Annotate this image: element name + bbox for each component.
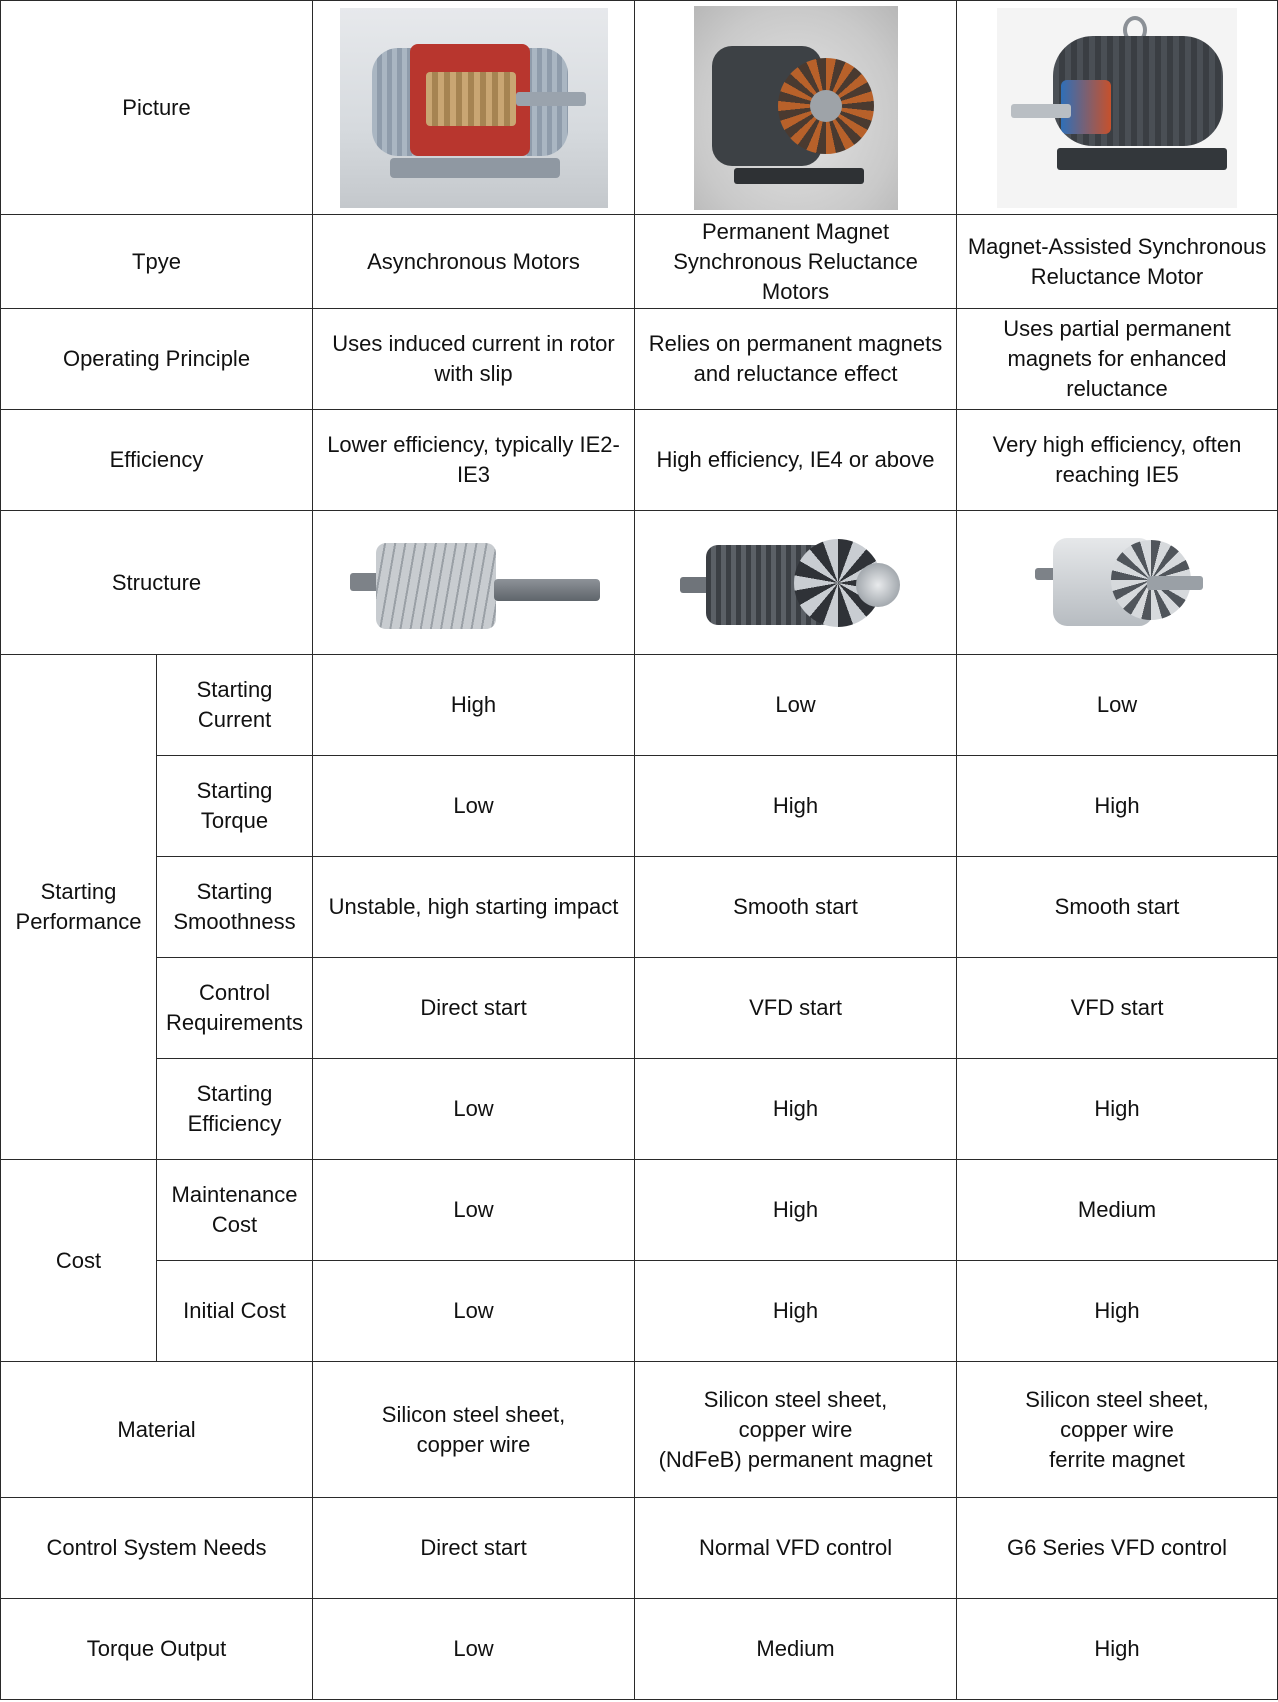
- pm-synchronous-reluctance-motor-image: [694, 6, 898, 210]
- label-starting-efficiency: Starting Efficiency: [157, 1059, 313, 1160]
- type-cell-2: Permanent Magnet Synchronous Reluctance Motors: [635, 215, 957, 309]
- label-maintenance-cost: Maintenance Cost: [157, 1160, 313, 1261]
- label-starting-smoothness: Starting Smoothness: [157, 857, 313, 958]
- label-control-requirements: Control Requirements: [157, 958, 313, 1059]
- row-picture: [1, 1, 1278, 215]
- material-line: Silicon steel sheet,: [1025, 1386, 1209, 1412]
- material-line: copper wire: [416, 1431, 531, 1457]
- starting-smoothness-cell-1: Unstable, high starting impact: [313, 857, 635, 958]
- structure-cell-1: [313, 511, 635, 655]
- efficiency-cell-3: Very high efficiency, often reaching IE5: [957, 410, 1278, 511]
- row-starting-efficiency: [1, 1059, 1278, 1160]
- material-line: copper wire: [1060, 1416, 1174, 1442]
- operating-principle-cell-1: Uses induced current in rotor with slip: [313, 309, 635, 410]
- starting-torque-cell-3: High: [957, 756, 1278, 857]
- material-line: ferrite magnet: [1049, 1446, 1185, 1472]
- starting-smoothness-cell-2: Smooth start: [635, 857, 957, 958]
- material-line: (NdFeB) permanent magnet: [658, 1446, 933, 1472]
- label-type: Tpye: [1, 215, 313, 309]
- material-line: Silicon steel sheet,: [703, 1386, 888, 1412]
- label-structure: Structure: [1, 511, 313, 655]
- row-control-requirements: [1, 958, 1278, 1059]
- control-requirements-cell-1: Direct start: [313, 958, 635, 1059]
- efficiency-cell-2: High efficiency, IE4 or above: [635, 410, 957, 511]
- starting-torque-cell-1: Low: [313, 756, 635, 857]
- row-control-system-needs: [1, 1498, 1278, 1599]
- induction-rotor-image: [344, 523, 604, 643]
- row-starting-current: [1, 655, 1278, 756]
- starting-efficiency-cell-3: High: [957, 1059, 1278, 1160]
- row-torque-output: [1, 1599, 1278, 1700]
- torque-output-cell-2: Medium: [635, 1599, 957, 1700]
- label-material: Material: [1, 1362, 313, 1498]
- type-cell-1: Asynchronous Motors: [313, 215, 635, 309]
- material-line: copper wire: [738, 1416, 853, 1442]
- picture-cell-3: [957, 1, 1278, 215]
- starting-current-cell-1: High: [313, 655, 635, 756]
- label-control-system-needs: Control System Needs: [1, 1498, 313, 1599]
- starting-smoothness-cell-3: Smooth start: [957, 857, 1278, 958]
- operating-principle-cell-2: Relies on permanent magnets and reluctance effect: [635, 309, 957, 410]
- material-cell-2: [635, 1362, 957, 1498]
- picture-cell-2: [635, 1, 957, 215]
- initial-cost-cell-3: High: [957, 1261, 1278, 1362]
- type-cell-3: Magnet-Assisted Synchronous Reluctance Motor: [957, 215, 1278, 309]
- control-requirements-cell-3: VFD start: [957, 958, 1278, 1059]
- pm-rotor-image: [676, 523, 916, 643]
- label-efficiency: Efficiency: [1, 410, 313, 511]
- row-type: [1, 215, 1278, 309]
- maintenance-cost-cell-1: Low: [313, 1160, 635, 1261]
- picture-cell-1: [313, 1, 635, 215]
- material-cell-3: [957, 1362, 1278, 1498]
- row-starting-smoothness: [1, 857, 1278, 958]
- row-structure: [1, 511, 1278, 655]
- control-system-needs-cell-3: G6 Series VFD control: [957, 1498, 1278, 1599]
- torque-output-cell-1: Low: [313, 1599, 635, 1700]
- label-starting-current: Starting Current: [157, 655, 313, 756]
- magnet-assisted-motor-image: [997, 8, 1237, 208]
- control-system-needs-cell-2: Normal VFD control: [635, 1498, 957, 1599]
- label-initial-cost: Initial Cost: [157, 1261, 313, 1362]
- operating-principle-cell-3: Uses partial permanent magnets for enhanced reluctance: [957, 309, 1278, 410]
- label-starting-performance: Starting Performance: [1, 655, 157, 1160]
- ferrite-assisted-rotor-image: [1027, 528, 1207, 638]
- starting-current-cell-2: Low: [635, 655, 957, 756]
- torque-output-cell-3: High: [957, 1599, 1278, 1700]
- material-line: Silicon steel sheet,: [381, 1401, 566, 1427]
- structure-cell-2: [635, 511, 957, 655]
- row-operating-principle: [1, 309, 1278, 410]
- initial-cost-cell-2: High: [635, 1261, 957, 1362]
- control-requirements-cell-2: VFD start: [635, 958, 957, 1059]
- starting-torque-cell-2: High: [635, 756, 957, 857]
- row-maintenance-cost: [1, 1160, 1278, 1261]
- label-picture: Picture: [1, 1, 313, 215]
- row-initial-cost: [1, 1261, 1278, 1362]
- row-efficiency: [1, 410, 1278, 511]
- starting-efficiency-cell-2: High: [635, 1059, 957, 1160]
- row-starting-torque: [1, 756, 1278, 857]
- material-cell-1: [313, 1362, 635, 1498]
- label-starting-torque: Starting Torque: [157, 756, 313, 857]
- label-operating-principle: Operating Principle: [1, 309, 313, 410]
- label-torque-output: Torque Output: [1, 1599, 313, 1700]
- structure-cell-3: [957, 511, 1278, 655]
- starting-efficiency-cell-1: Low: [313, 1059, 635, 1160]
- row-material: [1, 1362, 1278, 1498]
- starting-current-cell-3: Low: [957, 655, 1278, 756]
- initial-cost-cell-1: Low: [313, 1261, 635, 1362]
- efficiency-cell-1: Lower efficiency, typically IE2-IE3: [313, 410, 635, 511]
- maintenance-cost-cell-3: Medium: [957, 1160, 1278, 1261]
- asynchronous-motor-image: [340, 8, 608, 208]
- maintenance-cost-cell-2: High: [635, 1160, 957, 1261]
- control-system-needs-cell-1: Direct start: [313, 1498, 635, 1599]
- label-cost: Cost: [1, 1160, 157, 1362]
